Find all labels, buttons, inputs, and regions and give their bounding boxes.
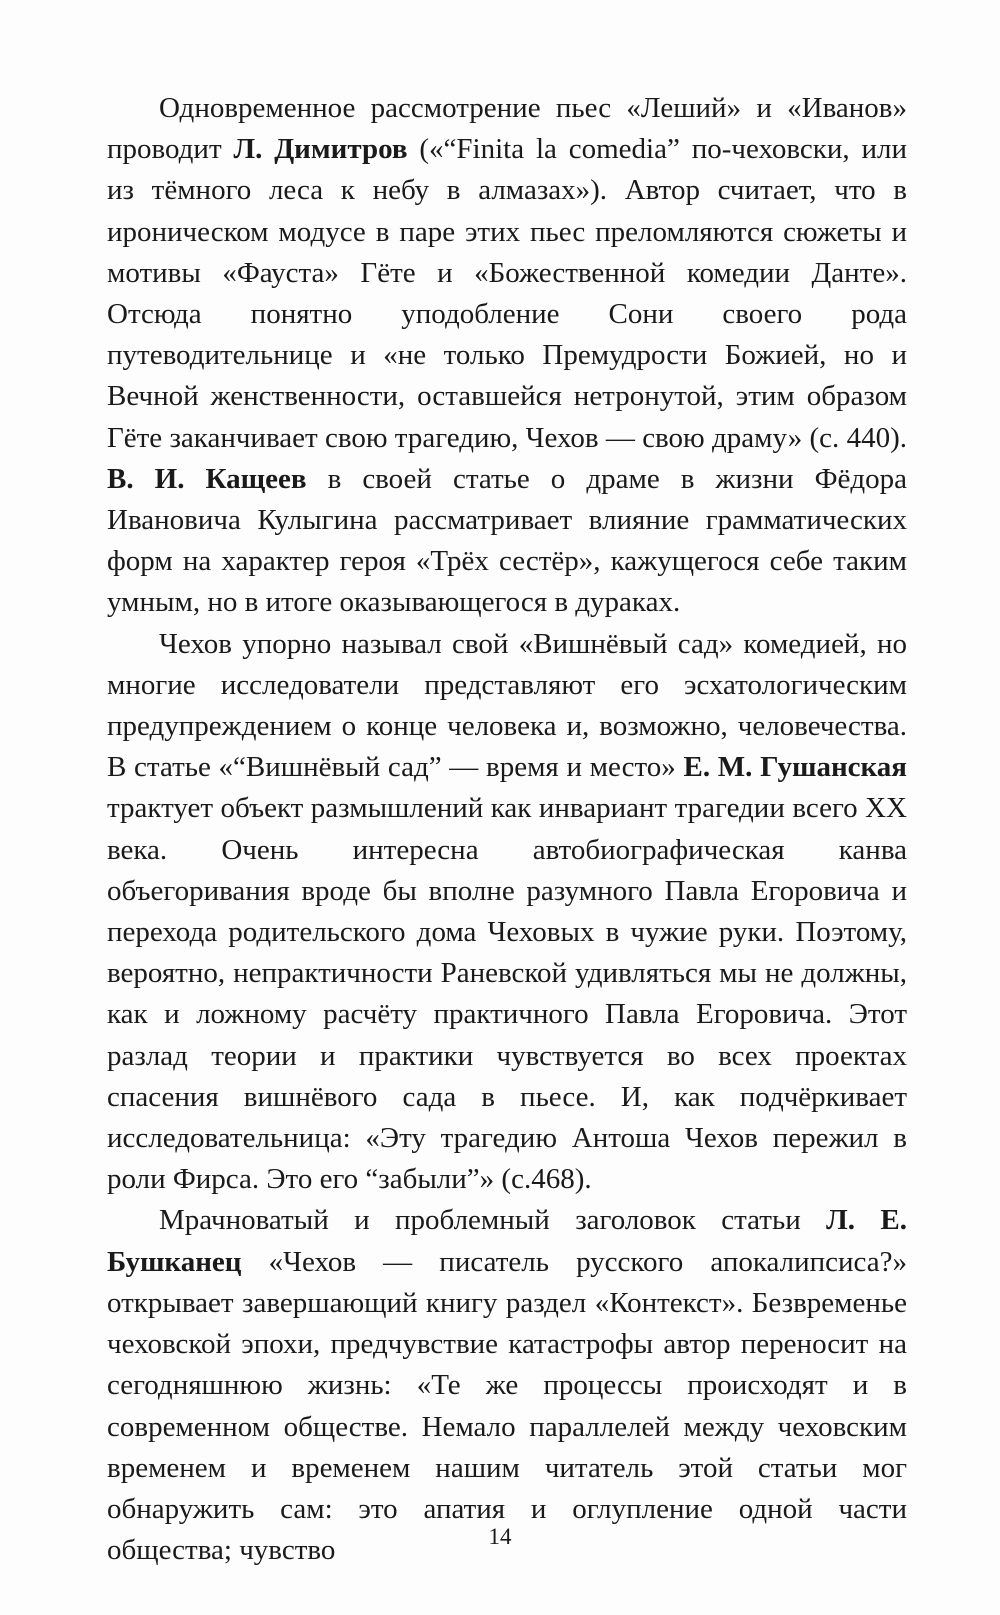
text-segment: Мрачноватый и проблемный заголовок статьи <box>159 1204 827 1237</box>
author-name: Л. Димитров <box>233 133 408 166</box>
author-name: В. И. Кащеев <box>107 462 307 495</box>
paragraph <box>107 1200 907 1571</box>
paragraph <box>107 88 907 624</box>
text-segment: трактует объект размышлений как инвариант трагедии всего XX века. Очень интересна автобиографическая канва объегоривания вроде бы вполне разумного Павла Егоровича и перехода родительского дома Чеховых в чужие руки. Поэтому, вероятно, непрактичности Раневской удивляться мы не должны, как и ложному расчёту практичного Павла Егоровича. Этот разлад теории и практики чувствуется во всех проектах спасения вишнёвого сада в пьесе. И, как подчёркивает исследовательница: «Эту трагедию Антоша Чехов пережил в роли Фирса. Это его “забыли”» (с.468). <box>107 792 907 1196</box>
author-name: Л. Е. Бушканец <box>107 1204 907 1278</box>
text-segment: в своей статье о драме в жизни Фёдора Ивановича Кулыгина рассматривает влияние грамматических форм на характер героя «Трёх сестёр», кажущегося себе таким умным, но в итоге оказывающегося в дураках. <box>107 462 907 619</box>
text-segment: Одновременное рассмотрение пьес «Леший» и «Иванов» проводит <box>107 92 907 166</box>
author-name: Е. М. Гушанская <box>683 751 907 784</box>
text-segment: «Чехов — писатель русского апокалипсиса?» открывает завершающий книгу раздел «Контекст». Безвременье чеховской эпохи, предчувствие катастрофы автор переносит на сегодняшнюю жизнь: «Те же процессы происходят и в современном обществе. Немало параллелей между чеховским временем и временем нашим читатель этой статьи мог обнаружить сам: это апатия и оглупление одной части общества; чувство <box>107 1245 907 1567</box>
text-segment: Чехов упорно называл свой «Вишнёвый сад» комедией, но многие исследователи представляют его эсхатологическим предупреждением о конце человека и, возможно, человечества. В статье «“Вишнёвый сад” — время и место» <box>107 627 907 784</box>
body-text <box>107 88 907 1571</box>
text-segment: («“Finita la comedia” по-чеховски, или из тёмного леса к небу в алмазах»). Автор считает, что в ироническом модусе в паре этих пьес преломляются сюжеты и мотивы «Фауста» Гёте и «Божественной комедии Данте». Отсюда понятно уподобление Сони своего рода путеводительнице и «не только Премудрости Божией, но и Вечной женственности, оставшейся нетронутой, этим образом Гёте заканчивает свою трагедию, Чехов — свою драму» (с. 440). <box>107 133 907 454</box>
paragraph <box>107 624 907 1201</box>
page-number: 14 <box>488 1524 512 1549</box>
